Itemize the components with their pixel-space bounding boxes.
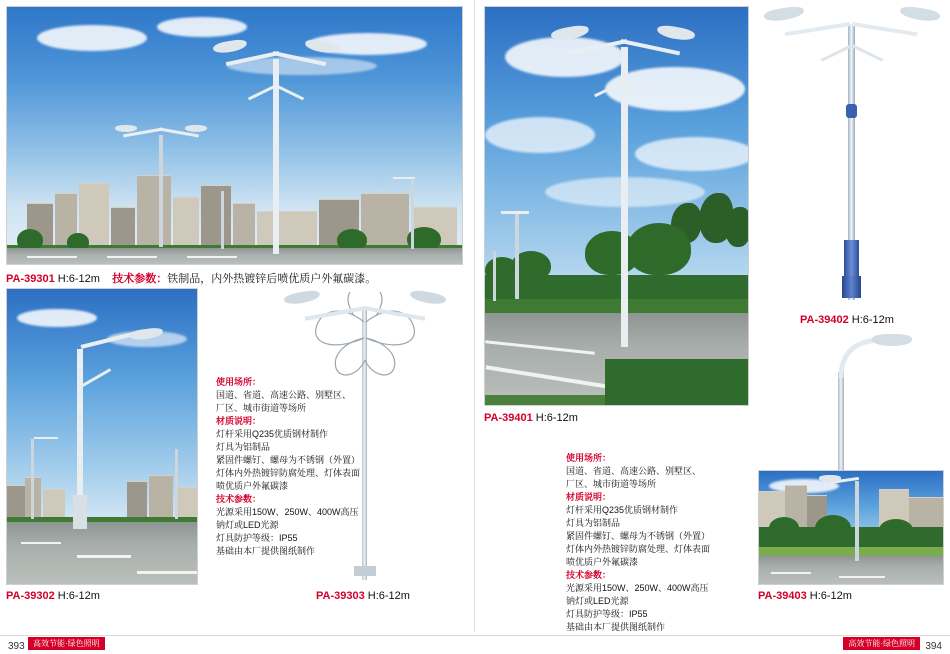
product-code: PA-39302	[6, 590, 55, 602]
product-photo-pa-39302	[6, 288, 198, 585]
spec-material-line-2: 灯具为铝制品	[216, 442, 271, 452]
product-photo-pa-39301	[6, 6, 463, 265]
product-height: H:6-12m	[809, 590, 852, 602]
product-height: H:6-12m	[535, 412, 578, 424]
spec-material-title: 材质说明：	[216, 416, 262, 426]
spec-tech-line-2: 钠灯或LED光源	[566, 596, 629, 606]
page-number-left: 393	[8, 641, 25, 652]
caption-pa-39303	[316, 590, 410, 602]
spec-material-line-3: 紧固件螺钉、螺母为不锈钢（外置）	[566, 531, 711, 541]
product-height: H:6-12m	[367, 590, 410, 602]
spec-tech-title: 技术参数：	[566, 570, 612, 580]
spec-tech-line-1: 光源采用150W、250W、400W高压	[566, 583, 709, 593]
product-photo-pa-39401	[484, 6, 749, 406]
spec-usage-title: 使用场所：	[216, 377, 262, 387]
spec-usage-line-1: 国道、省道、高速公路、别墅区、	[566, 466, 702, 476]
spec-material-line-5: 喷优质户外氟碳漆	[566, 557, 639, 567]
spec-block-left	[216, 376, 376, 558]
lamp-arm-curve-icon	[760, 330, 930, 450]
spec-material-line-1: 灯杆采用Q235优质钢材制作	[216, 429, 329, 439]
spec-material-line-5: 喷优质户外氟碳漆	[216, 481, 289, 491]
spec-tech-title: 技术参数：	[216, 494, 262, 504]
spec-material-line-3: 紧固件螺钉、螺母为不锈钢（外置）	[216, 455, 361, 465]
product-code: PA-39402	[800, 314, 849, 326]
product-code: PA-39401	[484, 412, 533, 424]
product-photo-pa-39403	[758, 470, 944, 585]
spec-tech-line-4: 基础由本厂提供图纸制作	[566, 622, 666, 632]
product-height: H:6-12m	[57, 590, 100, 602]
product-height: H:6-12m	[851, 314, 894, 326]
product-illustration-pa-39402	[762, 4, 942, 304]
product-code: PA-39303	[316, 590, 365, 602]
spec-material-line-4: 灯体内外热镀锌防腐处理、灯体表面	[566, 544, 711, 554]
product-code: PA-39403	[758, 590, 807, 602]
spec-tech-line-2: 钠灯或LED光源	[216, 520, 279, 530]
tech-text: 铁制品，内外热镀锌后喷优质户外氟碳漆。	[167, 273, 377, 285]
spec-tech-line-3: 灯具防护等级：IP55	[216, 533, 298, 543]
product-height: H:6-12m	[57, 273, 100, 285]
spec-material-line-4: 灯体内外热镀锌防腐处理、灯体表面	[216, 468, 361, 478]
spec-usage-line-1: 国道、省道、高速公路、别墅区、	[216, 390, 352, 400]
page-number-right: 394	[925, 641, 942, 652]
spec-tech-line-1: 光源采用150W、250W、400W高压	[216, 507, 359, 517]
spec-material-line-2: 灯具为铝制品	[566, 518, 621, 528]
spec-material-title: 材质说明：	[566, 492, 612, 502]
caption-pa-39401	[484, 412, 578, 424]
spec-usage-title: 使用场所：	[566, 453, 612, 463]
spec-tech-line-3: 灯具防护等级：IP55	[566, 609, 648, 619]
footer-rule	[0, 635, 950, 636]
spec-usage-line-2: 厂区、城市街道等场所	[216, 403, 307, 413]
caption-pa-39402	[800, 314, 894, 326]
page-spine-divider	[474, 0, 475, 632]
product-code: PA-39301	[6, 273, 55, 285]
footer-brand-right: 高效节能·绿色照明	[843, 637, 920, 650]
spec-block-right	[566, 452, 726, 634]
footer-brand-left: 高效节能·绿色照明	[28, 637, 105, 650]
tech-label: 技术参数：	[112, 273, 168, 285]
caption-pa-39403	[758, 590, 852, 602]
spec-tech-line-4: 基础由本厂提供图纸制作	[216, 546, 316, 556]
caption-pa-39302	[6, 590, 100, 602]
spec-usage-line-2: 厂区、城市街道等场所	[566, 479, 657, 489]
spec-material-line-1: 灯杆采用Q235优质钢材制作	[566, 505, 679, 515]
